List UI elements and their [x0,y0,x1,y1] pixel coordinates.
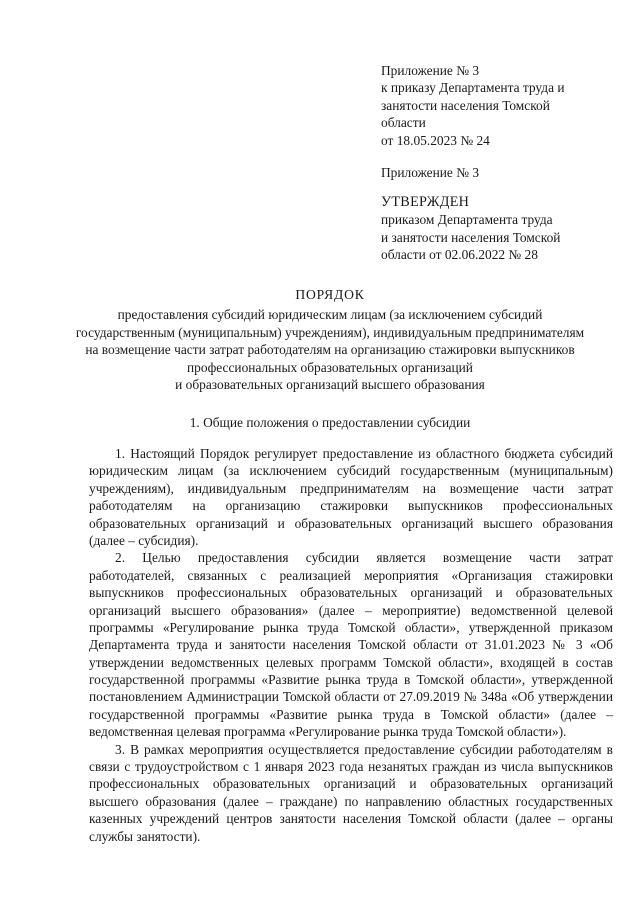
appendix-header-line: Приложение № 3 [381,63,480,78]
document-title-block [40,286,620,393]
paragraph-line: работодателям на организацию стажировки выпускников профессиональных [89,498,613,514]
paragraph-line: утверждении ведомственных целевых программ Томской области», входящей в состав [89,654,613,670]
document-subtitle-line: предоставления субсидий юридическим лицам (за исключением субсидий [117,307,543,323]
approved-block [381,194,616,264]
paragraph-line: выпускников профессиональных образовательных организаций и образовательных [89,585,613,601]
appendix-header-line: занятости населения Томской [381,97,550,113]
appendix-header-secondary-line: Приложение № 3 [381,165,480,180]
paragraph-2 [89,549,613,740]
paragraph-line: государственной программы «Развитие рынка труда в Томской области» (далее – [89,706,613,722]
paragraph-line: Департамента труда и занятости населения Томской области от 31.01.2023 № 3 «Об [89,637,613,653]
approved-title: УТВЕРЖДЕН [381,194,470,210]
section-heading: 1. Общие положения о предоставлении субсидии [189,415,471,430]
paragraph-line: работодателей, связанных с реализацией мероприятия «Организация стажировки [89,567,613,583]
paragraph-line: юридическим лицам (за исключением субсидий государственным (муниципальным) [89,463,613,479]
appendix-header-secondary [381,164,616,181]
appendix-header-line: к приказу Департамента труда и [381,80,565,96]
paragraph-line: 3. В рамках мероприятия осуществляется предоставление субсидии работодателям в [115,741,613,757]
paragraph-line: службы занятости). [89,828,201,844]
appendix-header [381,62,616,149]
paragraph-line: постановлением Администрации Томской области от 27.09.2019 № 348а «Об утверждении [89,689,613,705]
document-subtitle-line: на возмещение части затрат работодателям на организацию стажировки выпускников [85,342,575,358]
document-subtitle-line: и образовательных организаций высшего образования [175,377,485,393]
paragraph-3 [89,741,613,845]
paragraph-line: учреждениям), индивидуальным предпринимателям на возмещение части затрат [89,480,613,496]
paragraph-line: профессиональных образовательных организаций и образовательных организаций [89,776,613,792]
body-text [89,445,613,845]
paragraph-line: программы «Регулирование рынка труда Томской области», утвержденной приказом [89,619,613,635]
appendix-header-line: области [381,115,426,131]
document-subtitle-line: государственным (муниципальным) учреждениям), индивидуальным предпринимателям [75,324,585,340]
approved-line: приказом Департамента труда [381,212,553,228]
paragraph-1 [89,445,613,549]
paragraph-line: казенных учреждений центров занятости населения Томской области (далее – органы [89,811,613,827]
paragraph-line: образовательных организаций и образовательных организаций высшего образования [89,515,613,531]
appendix-header-line: от 18.05.2023 № 24 [381,132,490,148]
paragraph-line: 2. Целью предоставления субсидии является возмещение части затрат [115,550,613,566]
paragraph-line: связи с трудоустройством с 1 января 2023 года незанятых граждан из числа выпускников [89,759,613,775]
paragraph-line: государственной программы «Развитие рынка труда в Томской области», утвержденной [89,672,613,688]
document-subtitle-line: профессиональных образовательных организаций [187,359,473,375]
paragraph-line: организаций высшего образования» (далее – мероприятие) ведомственной целевой [89,602,613,618]
paragraph-line: 1. Настоящий Порядок регулирует предоставление из областного бюджета субсидий [115,446,613,461]
paragraph-line: высшего образования (далее – граждане) по направлению областных государственных [89,793,613,809]
approved-line: и занятости населения Томской [381,229,561,245]
document-title: ПОРЯДОК [295,287,365,302]
paragraph-line: (далее – субсидия). [89,532,199,548]
approved-line: области от 02.06.2022 № 28 [381,247,538,263]
paragraph-line: ведомственная целевая программа «Регулирование рынка труда Томской области»). [89,724,567,740]
